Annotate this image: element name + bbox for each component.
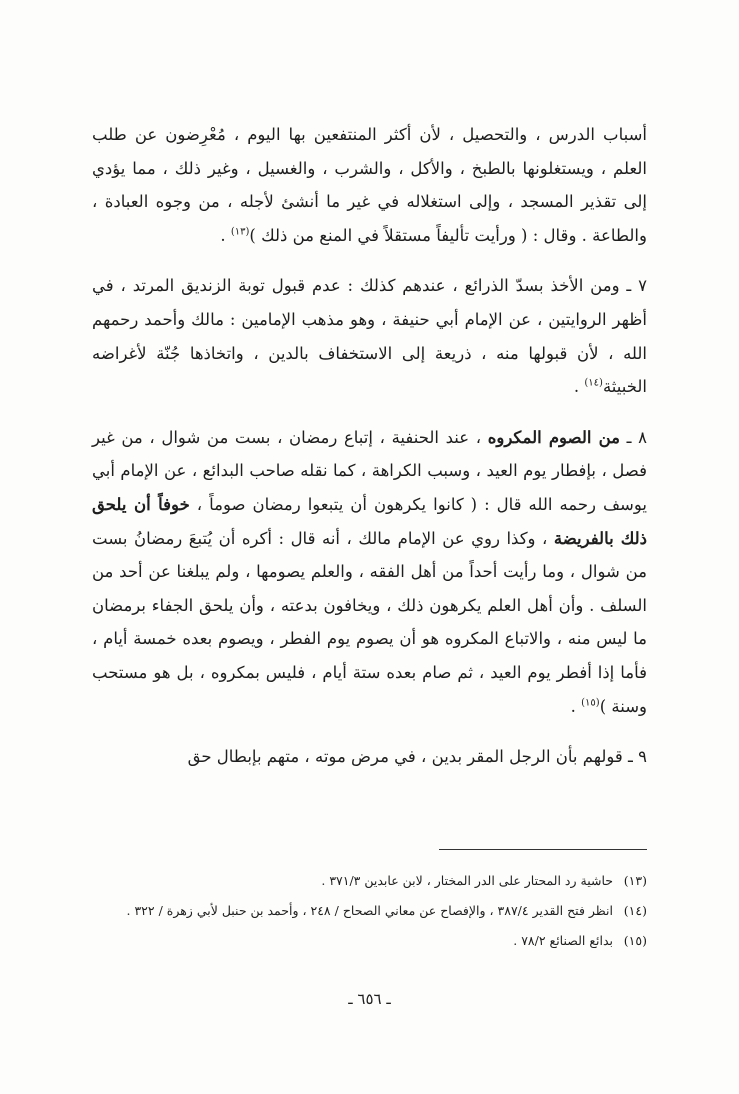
footnote-ref-14: (١٤) <box>584 377 603 389</box>
footnote-14 <box>92 896 647 926</box>
footnote-ref-13: (١٣) <box>230 226 250 238</box>
footnotes <box>92 866 647 956</box>
footnote-text: انظر فتح القدير ٣٨٧/٤ ، والإفصاح عن معاني الصحاح / ٢٤٨ ، وأحمد بن حنبل لأبي زهرة / ٣٢٢ . <box>126 903 613 918</box>
paragraph-1 <box>92 118 647 252</box>
paragraph-8-tail: . <box>570 696 582 716</box>
paragraph-8-text-a: ، عند الحنفية ، إتباع رمضان ، بست من شوال ، من غير فصل ، بإفطار يوم العيد ، وسبب الكراهة ، كما نقله صاحب البدائع ، عن الإمام أبي يوسف رحمه الله قال : ( كانوا يكرهون أن يتبعوا رمضان صوماً ، <box>92 427 647 514</box>
paragraph-8 <box>92 421 647 723</box>
paragraph-1-tail: . <box>220 225 231 245</box>
footnote-13 <box>92 866 647 896</box>
paragraph-8-bold-phrase: خوفاً أن يلحق ذلك بالفريضة <box>92 494 647 548</box>
footnote-number: (١٣) <box>623 873 647 888</box>
paragraph-1-text: أسباب الدرس ، والتحصيل ، لأن أكثر المنتفعين بها اليوم ، مُعْرِضون عن طلب العلم ، ويستغلونها بالطبخ ، والأكل ، والشرب ، والغسيل ، وغير ذلك ، مما يؤدي إلى تقذير المسجد ، وإلى استغلاله في غير ما أنشئ لأجله ، من وجوه العبادة ، والطاعة . وقال : ( ورأيت تأليفاً مستقلاً في المنع من ذلك ) <box>92 125 647 245</box>
page-number: ـ ٦٥٦ ـ <box>348 990 391 1008</box>
footnote-separator <box>439 849 647 850</box>
paragraph-7 <box>92 269 647 403</box>
paragraph-9-text: ٩ ـ قولهم بأن الرجل المقر بدين ، في مرض موته ، متهم بإبطال حق <box>187 747 647 767</box>
paragraph-9 <box>92 740 647 774</box>
footnote-text: بدائع الصنائع ٧٨/٢ . <box>513 933 613 948</box>
footnote-15 <box>92 926 647 956</box>
footnote-number: (١٤) <box>623 903 647 918</box>
paragraph-7-tail: . <box>573 377 585 397</box>
paragraph-8-number: ٨ ـ <box>620 427 647 447</box>
footnote-number: (١٥) <box>623 933 647 948</box>
paragraph-8-bold-heading: من الصوم المكروه <box>487 427 621 447</box>
main-text <box>92 118 647 791</box>
paragraph-8-text-b: ، وكذا روي عن الإمام مالك ، أنه قال : أكره أن يُتبعَ رمضانُ بست من شوال ، وما رأيت أحداً من أهل الفقه ، والعلم يصومها ، ولم يبلغنا عن أحد من السلف . وأن أهل العلم يكرهون ذلك ، ويخافون بدعته ، وأن يلحق الجفاء برمضان ما ليس منه ، والاتباع المكروه هو أن يصوم يوم الفطر ، ويصوم بعده خمسة أيام ، فأما إذا أفطر يوم العيد ، ثم صام بعده ستة أيام ، فليس بمكروه ، بل هو مستحب وسنة ) <box>92 528 647 716</box>
footnote-text: حاشية رد المحتار على الدر المختار ، لابن عابدين ٣٧١/٣ . <box>321 873 613 888</box>
paragraph-7-text: ٧ ـ ومن الأخذ بسدّ الذرائع ، عندهم كذلك : عدم قبول توبة الزنديق المرتد ، في أظهر الروايتين ، عن الإمام أبي حنيفة ، وهو مذهب الإمامين : مالك وأحمد رحمهم الله ، لأن قبولها منه ، ذريعة إلى الاستخفاف بالدين ، واتخاذها جُنّة لأغراضه الخبيثة <box>92 276 647 397</box>
footnote-ref-15: (١٥) <box>581 697 600 708</box>
